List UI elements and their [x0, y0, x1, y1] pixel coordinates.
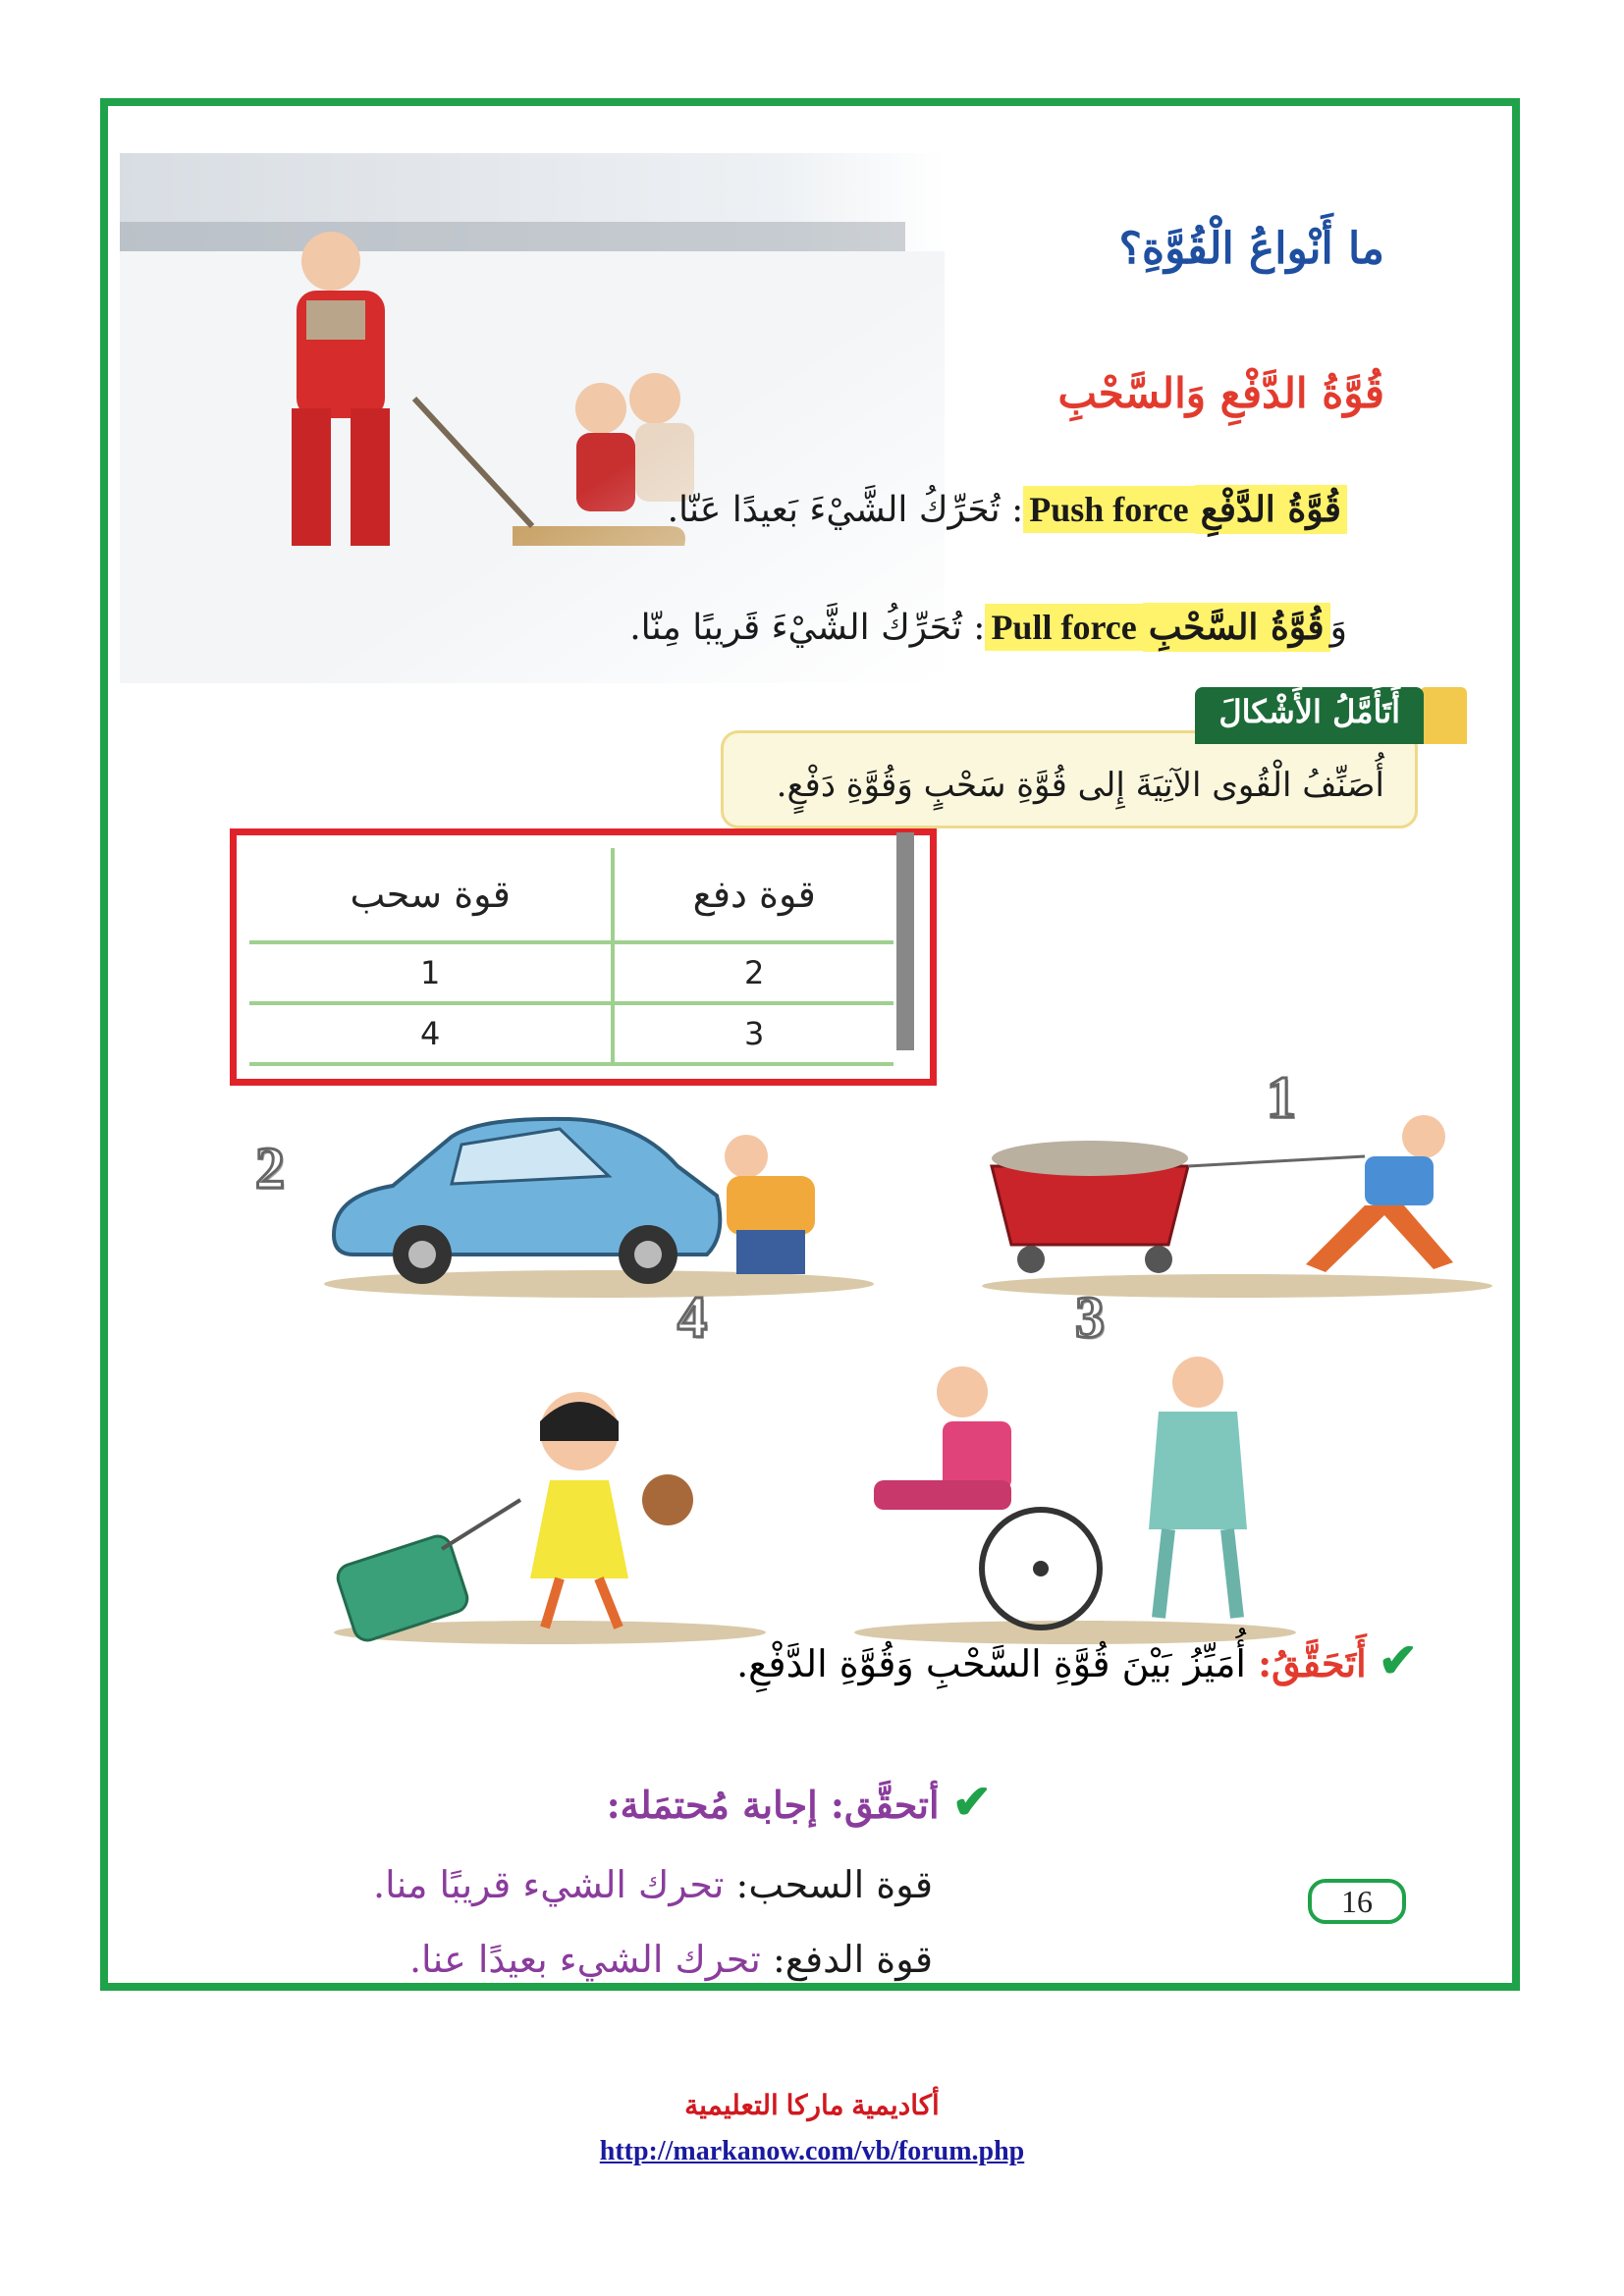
wheelchair-illustration [844, 1343, 1306, 1647]
pull-text: : تُحَرِّكُ الشَّيْءَ قَريبًا مِنّا. [629, 608, 986, 648]
pull-definition [629, 607, 1347, 648]
car-push-illustration [314, 1097, 884, 1304]
answer-push-value: تحرك الشيء بعيدًا عنا. [408, 1938, 773, 1981]
answer-title-text: أتحقَّق: إجابة مُحتمَلة: [606, 1783, 940, 1827]
table-cell: 2 [613, 942, 893, 1003]
page-frame [100, 98, 1520, 1991]
cart-pull-illustration [972, 1097, 1502, 1304]
answer-pull-value: تحرك الشيء قريبًا منا. [373, 1863, 736, 1906]
footer-link-container [0, 2136, 1624, 2167]
sled-photo [120, 153, 945, 683]
observe-instruction: أُصَنِّفُ الْقُوى الآتِيَةَ إِلى قُوَّةِ سَحْبٍ وَقُوَّةِ دَفْعٍ. [776, 766, 1384, 805]
table-side-bar [896, 832, 914, 1050]
answer-pull-key: قوة السحب: [735, 1863, 933, 1906]
answer-pull [373, 1863, 933, 1906]
table-cell: 4 [249, 1003, 613, 1064]
check-text: أُمَيِّزُ بَيْنَ قُوَّةِ السَّحْبِ وَقُوَّةِ الدَّفْعِ. [736, 1642, 1259, 1685]
pull-term-ar: قُوَّةُ السَّحْبِ [1143, 603, 1330, 652]
figure-number-1: 1 [1267, 1065, 1296, 1130]
figure-number-4: 4 [677, 1285, 707, 1350]
push-text: : تُحَرِّكُ الشَّيْءَ بَعيدًا عَنّا. [667, 490, 1024, 530]
pull-term-en: Pull force [985, 604, 1142, 651]
table-cell: 3 [613, 1003, 893, 1064]
book-icon [1420, 687, 1467, 744]
page-title: ما أَنْواعُ الْقُوَّةِ؟ [1118, 224, 1384, 274]
header-pull: قوة سحب [249, 848, 613, 942]
push-definition [668, 489, 1347, 530]
figure-number-2: 2 [255, 1136, 285, 1201]
table-cell: 1 [249, 942, 613, 1003]
figure-number-3: 3 [1075, 1285, 1105, 1350]
observe-tab: أَتَأَمَّلُ الأَشْكالَ [1195, 687, 1424, 744]
classification-table [249, 848, 893, 1066]
push-term-en: Push force [1023, 486, 1194, 533]
section-subtitle: قُوَّةُ الدَّفْعِ وَالسَّحْبِ [1057, 369, 1384, 417]
suitcase-girl-illustration [324, 1382, 776, 1647]
pull-prefix: وَ [1329, 608, 1347, 648]
check-statement [736, 1633, 1418, 1688]
page-number: 16 [1308, 1879, 1406, 1924]
checkmark-icon: ✔ [951, 1775, 992, 1830]
footer-link[interactable]: http://markanow.com/vb/forum.php [599, 2136, 1025, 2166]
header-push: قوة دفع [613, 848, 893, 942]
push-term-ar: قُوَّةُ الدَّفْعِ [1195, 485, 1347, 534]
answer-title [607, 1775, 992, 1830]
checkmark-icon: ✔ [1378, 1633, 1418, 1688]
check-label: أَتَحَقَّقُ: [1258, 1641, 1367, 1685]
answer-push [409, 1938, 933, 1981]
answer-push-key: قوة الدفع: [772, 1938, 933, 1981]
footer-academy: أكاديمية ماركا التعليمية [684, 2090, 940, 2120]
